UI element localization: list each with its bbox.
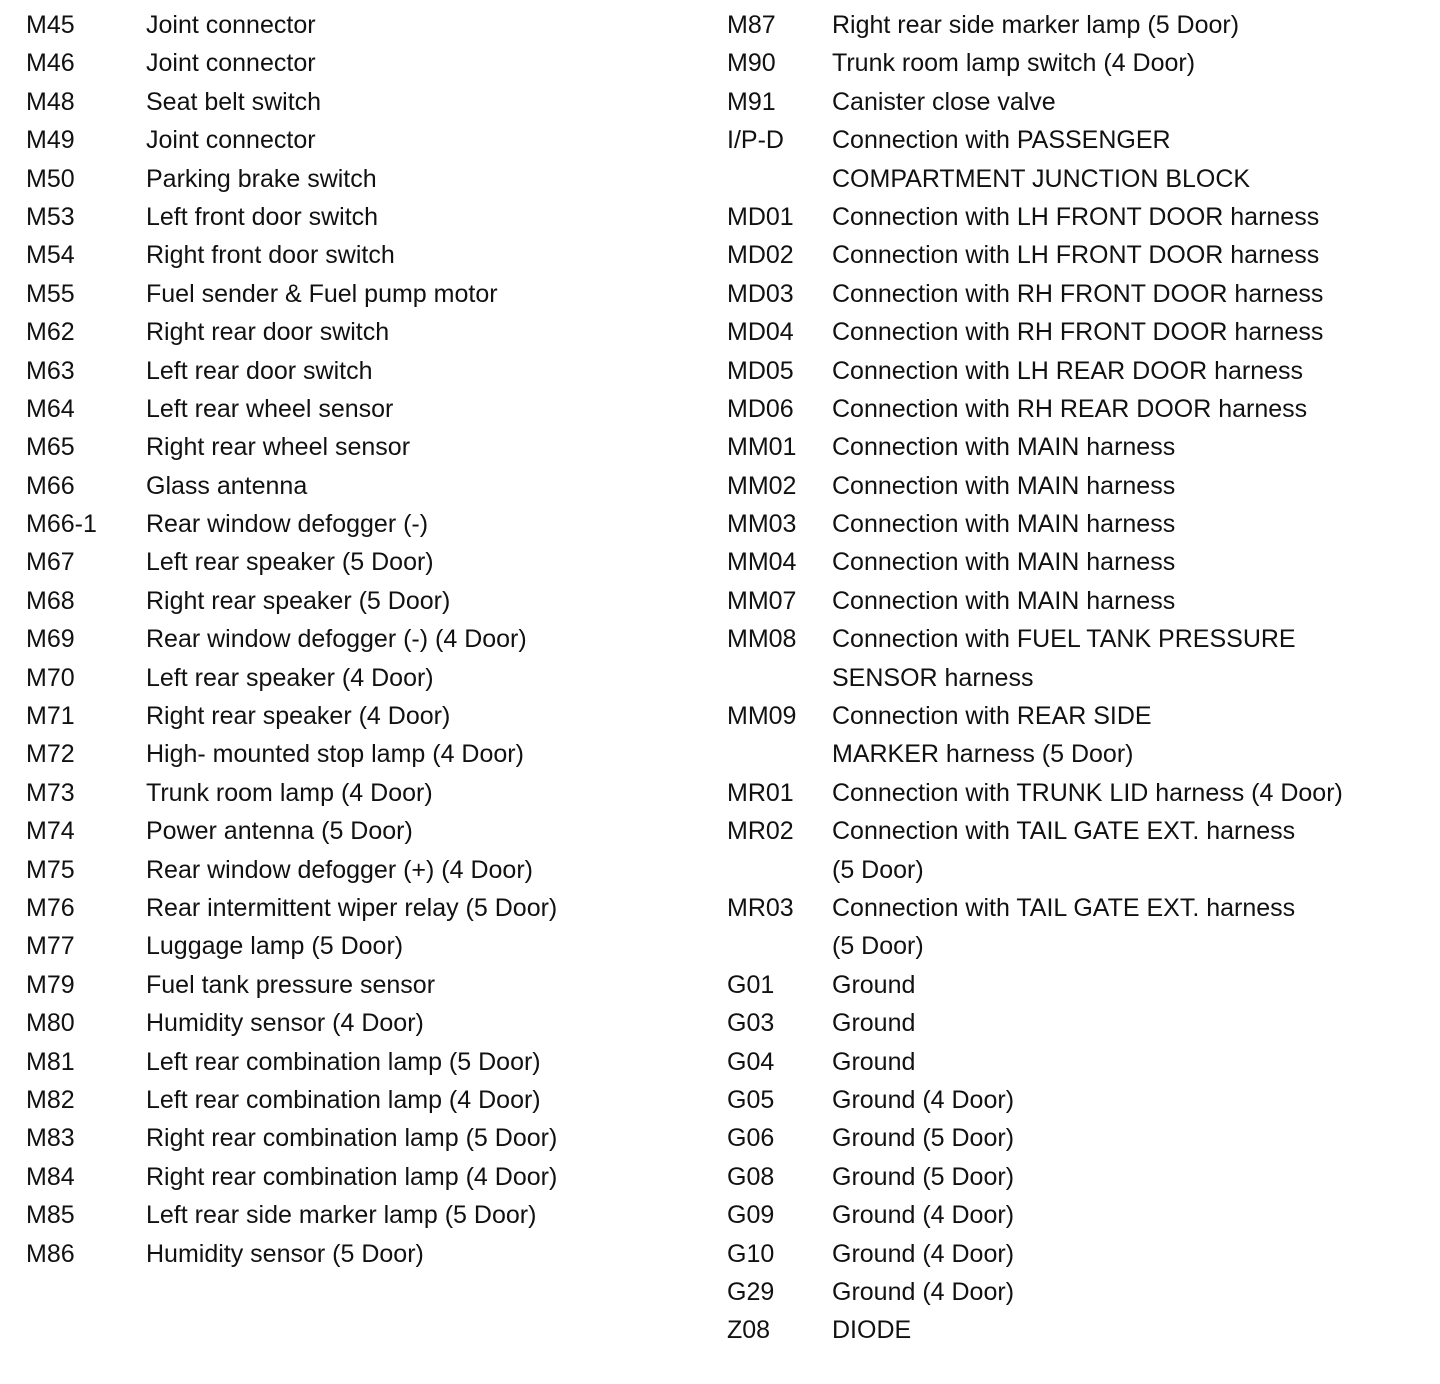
connector-description: Fuel sender & Fuel pump motor: [146, 279, 498, 308]
connector-code: M54: [26, 241, 75, 270]
connector-code: M80: [26, 1009, 75, 1038]
connector-description: Ground (4 Door): [832, 1239, 1015, 1268]
connector-description: Left rear side marker lamp (5 Door): [146, 1201, 537, 1230]
connector-description: Left rear combination lamp (5 Door): [146, 1047, 541, 1076]
connector-row: [727, 428, 1427, 466]
connector-code: I/P-D: [727, 126, 784, 155]
connector-row: [26, 313, 666, 351]
connector-code: M66: [26, 471, 75, 500]
connector-code: M49: [26, 126, 75, 155]
connector-row: [26, 83, 666, 121]
connector-code: M64: [26, 394, 75, 423]
connector-code: M45: [26, 11, 75, 39]
connector-description: Glass antenna: [146, 471, 308, 500]
connector-description: (5 Door): [832, 932, 924, 961]
connector-code: MD05: [727, 356, 794, 385]
connector-description: Rear window defogger (-) (4 Door): [146, 625, 527, 654]
connector-description: Ground (4 Door): [832, 1201, 1015, 1230]
connector-description: Joint connector: [146, 11, 316, 39]
connector-description: Connection with PASSENGER: [832, 126, 1171, 155]
connector-code: MM09: [727, 702, 797, 731]
connector-description: Humidity sensor (5 Door): [146, 1239, 424, 1268]
connector-code: M91: [727, 87, 776, 116]
connector-code: M84: [26, 1162, 75, 1191]
connector-code: MM04: [727, 548, 797, 577]
connector-code: M55: [26, 279, 75, 308]
connector-row: [727, 889, 1427, 927]
connector-description: Connection with MAIN harness: [832, 586, 1176, 615]
connector-description: Ground (5 Door): [832, 1124, 1015, 1153]
connector-description: Right rear wheel sensor: [146, 433, 411, 462]
connector-code: M53: [26, 202, 75, 231]
connector-description: Power antenna (5 Door): [146, 817, 413, 846]
connector-description: Ground: [832, 1009, 916, 1038]
connector-code: M62: [26, 318, 75, 347]
connector-description: SENSOR harness: [832, 663, 1034, 692]
connector-code: M50: [26, 164, 75, 193]
connector-row: [26, 851, 666, 889]
connector-code: M81: [26, 1047, 75, 1076]
connector-description: Left rear door switch: [146, 356, 373, 385]
connector-row: [727, 236, 1427, 274]
connector-row: [727, 812, 1427, 850]
connector-code: M90: [727, 49, 776, 78]
connector-code: M86: [26, 1239, 75, 1268]
connector-code: M82: [26, 1085, 75, 1114]
connector-description: Connection with LH FRONT DOOR harness: [832, 202, 1320, 231]
connector-description: Connection with REAR SIDE: [832, 702, 1152, 731]
connector-row: [727, 1119, 1427, 1157]
right-connector-list: [727, 6, 1427, 1350]
connector-description: Fuel tank pressure sensor: [146, 970, 436, 999]
connector-row: [26, 1158, 666, 1196]
connector-description: Rear window defogger (-): [146, 510, 429, 539]
connector-row: [727, 1043, 1427, 1081]
connector-description: Connection with TRUNK LID harness (4 Door): [832, 778, 1343, 807]
connector-code: M71: [26, 702, 75, 731]
connector-description: DIODE: [832, 1316, 912, 1345]
connector-description: Right rear combination lamp (5 Door): [146, 1124, 558, 1153]
connector-row: [727, 1311, 1427, 1349]
connector-description: (5 Door): [832, 855, 924, 884]
connector-row: [727, 966, 1427, 1004]
connector-code: MR03: [727, 893, 794, 922]
connector-description: Right rear speaker (4 Door): [146, 702, 451, 731]
connector-code: [727, 851, 832, 889]
connector-row: [727, 198, 1427, 236]
connector-row: [727, 659, 1427, 697]
connector-description: Ground (4 Door): [832, 1085, 1015, 1114]
connector-row: [26, 620, 666, 658]
connector-description: Right rear door switch: [146, 318, 390, 347]
connector-code: MD03: [727, 279, 794, 308]
connector-code: G09: [727, 1201, 775, 1230]
connector-row: [727, 620, 1427, 658]
connector-code: [727, 659, 832, 697]
connector-code: M68: [26, 586, 75, 615]
connector-row: [26, 659, 666, 697]
connector-description: Left rear speaker (5 Door): [146, 548, 434, 577]
connector-row: [727, 582, 1427, 620]
connector-description: Seat belt switch: [146, 87, 322, 116]
connector-code: [727, 735, 832, 773]
connector-code: MD01: [727, 202, 794, 231]
connector-row: [26, 889, 666, 927]
connector-code: M72: [26, 740, 75, 769]
connector-description: Parking brake switch: [146, 164, 377, 193]
connector-code: M69: [26, 625, 75, 654]
connector-code: M66-1: [26, 510, 97, 539]
connector-code: M83: [26, 1124, 75, 1153]
connector-row: [26, 1235, 666, 1273]
connector-code: MM07: [727, 586, 797, 615]
connector-code: MM03: [727, 510, 797, 539]
connector-row: [26, 927, 666, 965]
connector-row: [26, 198, 666, 236]
connector-description: Connection with TAIL GATE EXT. harness: [832, 817, 1296, 846]
connector-description: Connection with MAIN harness: [832, 433, 1176, 462]
connector-code: M76: [26, 893, 75, 922]
connector-description: MARKER harness (5 Door): [832, 740, 1134, 769]
connector-description: Right rear side marker lamp (5 Door): [832, 11, 1240, 39]
connector-row: [26, 390, 666, 428]
connector-code: M77: [26, 932, 75, 961]
connector-code: G04: [727, 1047, 775, 1076]
connector-description: Trunk room lamp switch (4 Door): [832, 49, 1196, 78]
connector-code: M46: [26, 49, 75, 78]
connector-code: MD04: [727, 318, 794, 347]
connector-code: G29: [727, 1277, 775, 1306]
connector-row: [727, 83, 1427, 121]
connector-description: Connection with MAIN harness: [832, 471, 1176, 500]
connector-row: [26, 1043, 666, 1081]
connector-description: Left rear combination lamp (4 Door): [146, 1085, 541, 1114]
connector-description: Canister close valve: [832, 87, 1056, 116]
connector-code: M65: [26, 433, 75, 462]
left-connector-list: [26, 6, 666, 1273]
connector-description: Connection with MAIN harness: [832, 510, 1176, 539]
connector-code: G01: [727, 970, 775, 999]
connector-description: Ground: [832, 970, 916, 999]
connector-description: Connection with MAIN harness: [832, 548, 1176, 577]
connector-row: [727, 44, 1427, 82]
connector-row: [26, 812, 666, 850]
connector-row: [26, 236, 666, 274]
connector-description: Trunk room lamp (4 Door): [146, 778, 433, 807]
connector-description: High- mounted stop lamp (4 Door): [146, 740, 524, 769]
connector-row: [26, 543, 666, 581]
connector-description: Humidity sensor (4 Door): [146, 1009, 424, 1038]
connector-code: MR01: [727, 778, 794, 807]
connector-row: [26, 160, 666, 198]
connector-description: Rear intermittent wiper relay (5 Door): [146, 893, 558, 922]
connector-row: [26, 1196, 666, 1234]
connector-row: [727, 1273, 1427, 1311]
connector-code: MM01: [727, 433, 797, 462]
connector-code: M73: [26, 778, 75, 807]
connector-code: MD06: [727, 394, 794, 423]
connector-row: [727, 774, 1427, 812]
connector-row: [26, 582, 666, 620]
connector-description: Left front door switch: [146, 202, 379, 231]
connector-code: G06: [727, 1124, 775, 1153]
connector-code: MM08: [727, 625, 797, 654]
connector-description: Connection with RH FRONT DOOR harness: [832, 279, 1324, 308]
connector-code: M67: [26, 548, 75, 577]
connector-row: [727, 927, 1427, 965]
connector-row: [727, 467, 1427, 505]
connector-description: Joint connector: [146, 126, 316, 155]
connector-row: [26, 697, 666, 735]
connector-description: Ground (5 Door): [832, 1162, 1015, 1191]
connector-row: [26, 44, 666, 82]
connector-row: [727, 851, 1427, 889]
connector-description: Rear window defogger (+) (4 Door): [146, 855, 533, 884]
connector-description: COMPARTMENT JUNCTION BLOCK: [832, 164, 1251, 193]
connector-description: Connection with LH REAR DOOR harness: [832, 356, 1304, 385]
connector-code: M79: [26, 970, 75, 999]
connector-row: [26, 1004, 666, 1042]
connector-row: [26, 774, 666, 812]
connector-description: Connection with TAIL GATE EXT. harness: [832, 893, 1296, 922]
connector-code: G08: [727, 1162, 775, 1191]
connector-code: M75: [26, 855, 75, 884]
connector-row: [727, 6, 1427, 44]
connector-code: M48: [26, 87, 75, 116]
connector-description: Connection with LH FRONT DOOR harness: [832, 241, 1320, 270]
connector-description: Ground (4 Door): [832, 1277, 1015, 1306]
connector-code: MM02: [727, 471, 797, 500]
connector-row: [727, 1004, 1427, 1042]
connector-code: MR02: [727, 817, 794, 846]
connector-row: [26, 6, 666, 44]
connector-description: Right rear combination lamp (4 Door): [146, 1162, 558, 1191]
connector-code: G10: [727, 1239, 775, 1268]
connector-row: [727, 735, 1427, 773]
connector-row: [26, 275, 666, 313]
connector-code: M85: [26, 1201, 75, 1230]
connector-row: [26, 1081, 666, 1119]
connector-description: Right front door switch: [146, 241, 395, 270]
connector-description: Connection with RH FRONT DOOR harness: [832, 318, 1324, 347]
connector-row: [727, 313, 1427, 351]
connector-code: G03: [727, 1009, 775, 1038]
connector-row: [26, 1119, 666, 1157]
connector-row: [26, 966, 666, 1004]
connector-description: Ground: [832, 1047, 916, 1076]
connector-row: [26, 352, 666, 390]
connector-code: M74: [26, 817, 75, 846]
connector-row: [727, 1081, 1427, 1119]
connector-row: [727, 1158, 1427, 1196]
connector-row: [26, 735, 666, 773]
connector-description: Luggage lamp (5 Door): [146, 932, 404, 961]
connector-row: [26, 428, 666, 466]
connector-row: [727, 1235, 1427, 1273]
connector-row: [727, 505, 1427, 543]
connector-code: M70: [26, 663, 75, 692]
connector-row: [727, 697, 1427, 735]
connector-code: [727, 160, 832, 198]
connector-row: [727, 1196, 1427, 1234]
connector-description: Left rear speaker (4 Door): [146, 663, 434, 692]
connector-row: [727, 275, 1427, 313]
connector-code: G05: [727, 1085, 775, 1114]
connector-row: [727, 390, 1427, 428]
connector-code: Z08: [727, 1316, 771, 1345]
connector-description: Joint connector: [146, 49, 316, 78]
connector-row: [727, 352, 1427, 390]
connector-description: Connection with RH REAR DOOR harness: [832, 394, 1308, 423]
connector-description: Right rear speaker (5 Door): [146, 586, 451, 615]
connector-description: Left rear wheel sensor: [146, 394, 394, 423]
connector-row: [727, 543, 1427, 581]
connector-code: MD02: [727, 241, 794, 270]
connector-row: [26, 121, 666, 159]
connector-row: [26, 505, 666, 543]
connector-row: [727, 160, 1427, 198]
connector-code: M87: [727, 11, 776, 39]
connector-code: M63: [26, 356, 75, 385]
connector-row: [26, 467, 666, 505]
connector-code: [727, 927, 832, 965]
connector-description: Connection with FUEL TANK PRESSURE: [832, 625, 1296, 654]
connector-row: [727, 121, 1427, 159]
